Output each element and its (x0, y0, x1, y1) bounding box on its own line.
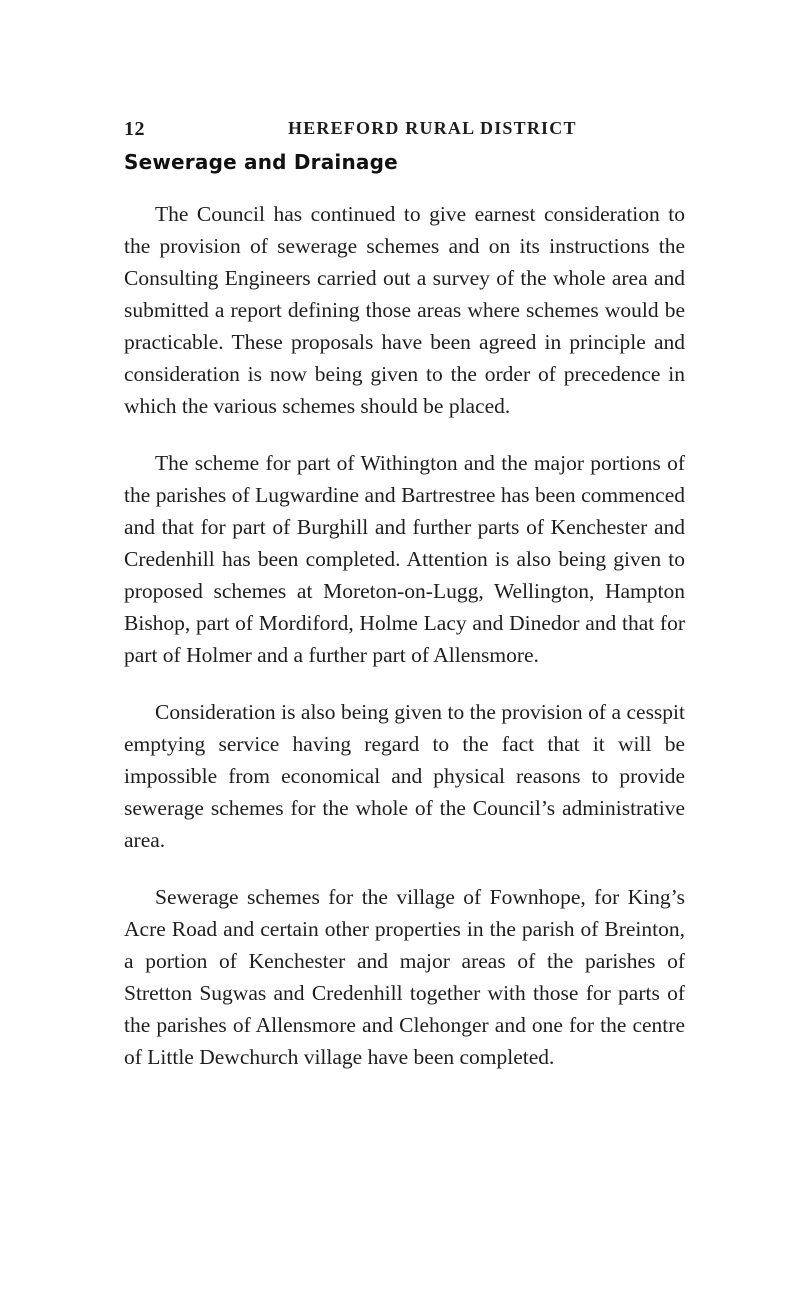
paragraph-cesspit-service: Consideration is also being given to the provision of a cesspit emptying service having regard to the fact that it will be impossible from economical and physical reasons to provide sewerage schemes for the whole of the Council’s administrative area. (124, 700, 685, 852)
paragraph-sewerage-provision: The Council has continued to give earnest consideration to the provision of sewerage schemes and on its instructions the Consulting Engineers carried out a survey of the whole area and submitted a report defining those areas where schemes would be practicable. These proposals have been agreed in principle and consideration is now being given to the order of precedence in which the various schemes should be placed. (124, 202, 685, 418)
running-title: HEREFORD RURAL DISTRICT (288, 118, 577, 138)
section-heading: Sewerage and Drainage (124, 150, 398, 174)
page-number: 12 (124, 118, 145, 140)
paragraph-schemes-progress: The scheme for part of Withington and the major portions of the parishes of Lugwardine and Bartrestree has been commenced and that for part of Burghill and further parts of Kenchester and Credenhill has been completed. Attention is also being given to proposed schemes at Moreton-on-Lugg, Wellington, Hampton Bishop, part of Mordiford, Holme Lacy and Dinedor and that for part of Holmer and a further part of Allensmore. (124, 451, 685, 667)
running-head (124, 118, 684, 142)
body-text (124, 198, 685, 1098)
paragraph-completed-schemes: Sewerage schemes for the village of Fownhope, for King’s Acre Road and certain other properties in the parish of Breinton, a portion of Kenchester and major areas of the parishes of Stretton Sugwas and Credenhill together with those for parts of the parishes of Allensmore and Clehonger and one for the centre of Little Dewchurch village have been completed. (124, 885, 685, 1069)
